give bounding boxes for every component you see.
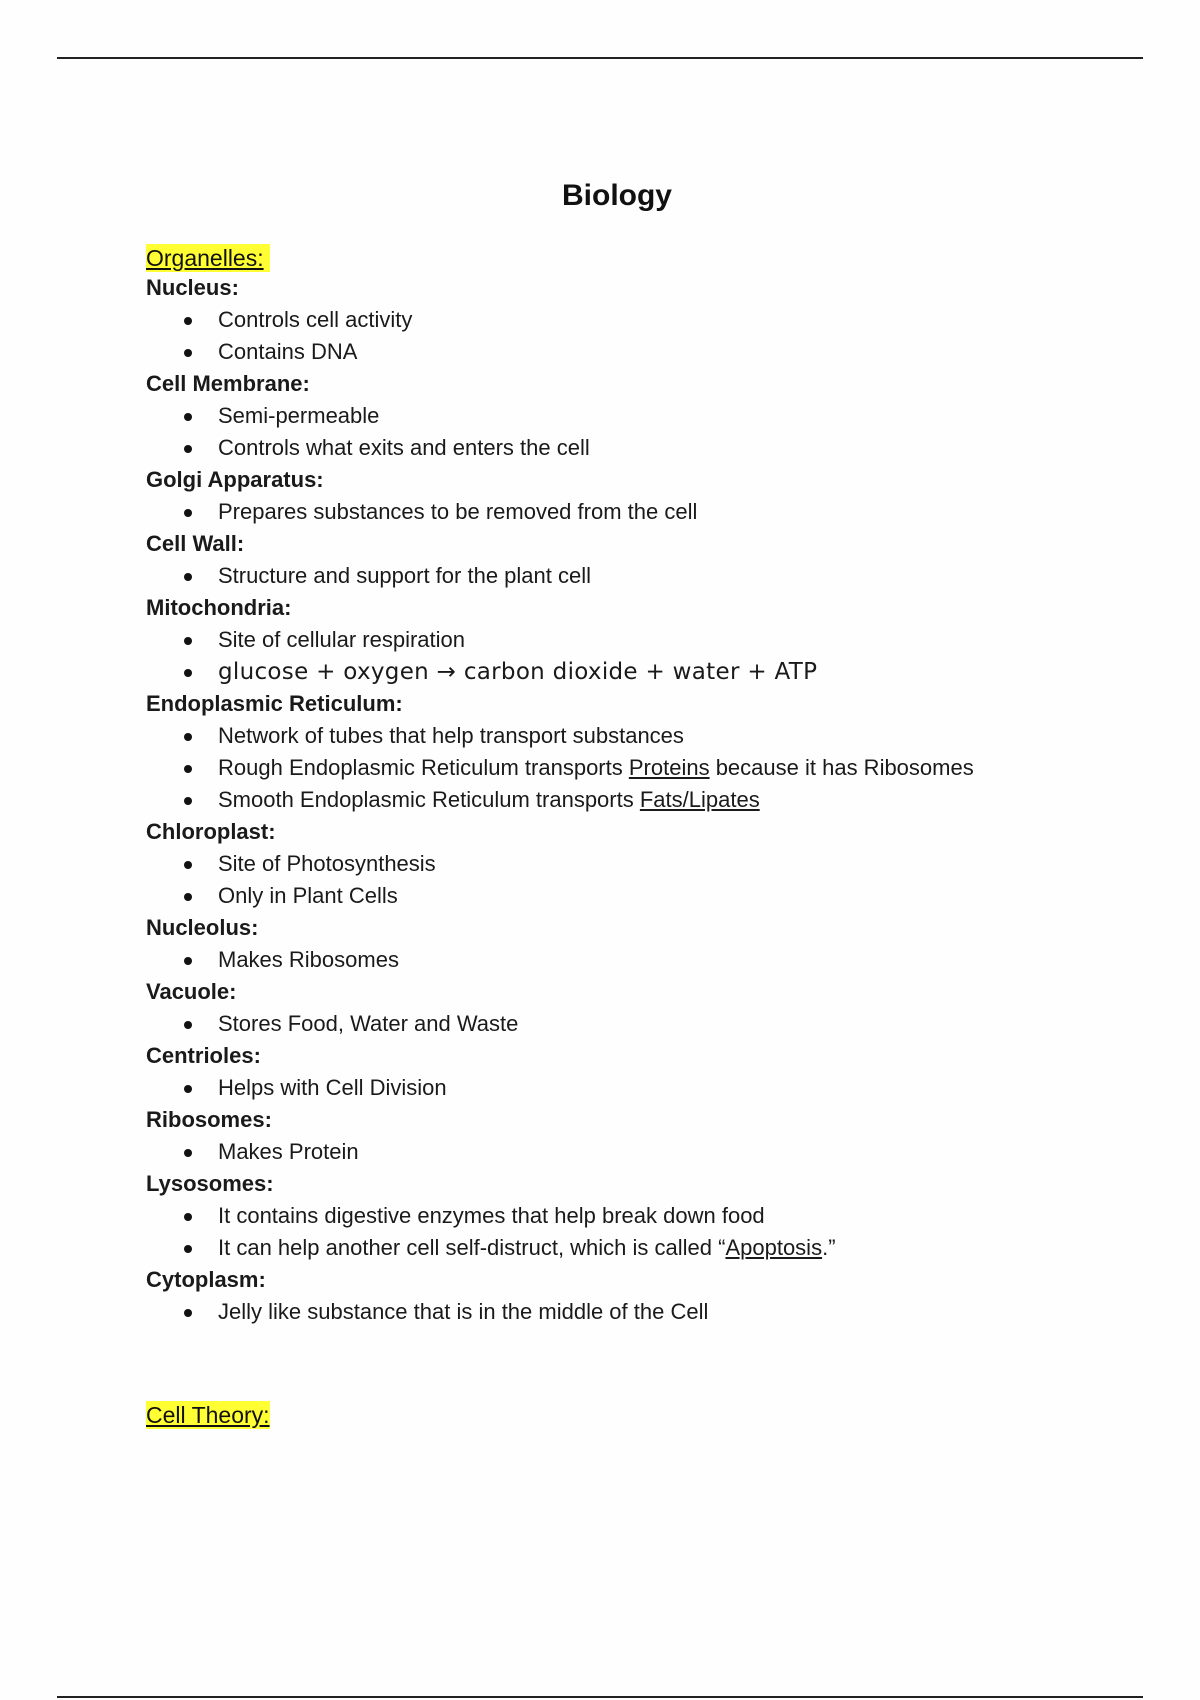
list-item	[146, 624, 1146, 656]
organelle-points	[146, 560, 1146, 592]
list-item	[146, 336, 1146, 368]
point-text: Jelly like substance that is in the middle of the Cell	[218, 1299, 709, 1324]
bullet-icon	[184, 1149, 192, 1157]
point-text: Makes Protein	[218, 1139, 359, 1164]
organelle-entry	[146, 368, 1146, 464]
organelle-name: Mitochondria:	[146, 595, 292, 620]
organelle-name: Ribosomes:	[146, 1107, 272, 1132]
bullet-icon	[184, 1309, 192, 1317]
point-text: glucose + oxygen → carbon dioxide + water + ATP	[218, 659, 818, 685]
organelle-points	[146, 720, 1146, 816]
underlined-term: Fats/Lipates	[639, 787, 760, 812]
organelle-points	[146, 1296, 1146, 1328]
point-text: Makes Ribosomes	[218, 947, 399, 972]
cell-theory-section	[146, 1401, 270, 1429]
organelle-name: Vacuole:	[146, 979, 237, 1004]
list-item	[146, 1008, 1146, 1040]
list-item	[146, 656, 1146, 688]
underlined-term: Apoptosis	[725, 1235, 823, 1260]
list-item	[146, 848, 1146, 880]
point-text: Contains DNA	[218, 339, 358, 364]
bullet-icon	[184, 861, 192, 869]
bullet-icon	[184, 637, 192, 645]
bullet-icon	[184, 413, 192, 421]
bullet-icon	[184, 349, 192, 357]
organelle-name: Chloroplast:	[146, 819, 276, 844]
list-item	[146, 784, 1146, 816]
point-text: Structure and support for the plant cell	[218, 563, 591, 588]
point-text: It contains digestive enzymes that help break down food	[218, 1203, 765, 1228]
point-text: Controls what exits and enters the cell	[218, 435, 590, 460]
list-item	[146, 496, 1146, 528]
list-item	[146, 720, 1146, 752]
organelle-points	[146, 1072, 1146, 1104]
organelle-entry	[146, 592, 1146, 688]
point-text: Site of cellular respiration	[218, 627, 466, 652]
point-text: Site of Photosynthesis	[218, 851, 436, 876]
point-text: Only in Plant Cells	[218, 883, 398, 908]
point-text: It can help another cell self-distruct, which is called “	[218, 1235, 726, 1260]
list-item	[146, 944, 1146, 976]
page-title: Biology	[562, 179, 672, 213]
organelle-points	[146, 400, 1146, 464]
bullet-icon	[184, 1213, 192, 1221]
list-item	[146, 752, 1146, 784]
organelle-entry	[146, 976, 1146, 1040]
organelle-name: Golgi Apparatus:	[146, 467, 324, 492]
organelle-entry	[146, 688, 1146, 816]
organelle-entry	[146, 912, 1146, 976]
bullet-icon	[184, 1085, 192, 1093]
footer-rule	[57, 1696, 1143, 1698]
point-text: Smooth Endoplasmic Reticulum transports	[218, 787, 640, 812]
organelles-heading: Organelles:	[146, 244, 270, 272]
organelle-name: Cytoplasm:	[146, 1267, 266, 1292]
list-item	[146, 1296, 1146, 1328]
organelle-entry	[146, 1040, 1146, 1104]
bullet-icon	[184, 957, 192, 965]
organelle-points	[146, 1200, 1146, 1264]
bullet-icon	[184, 797, 192, 805]
organelle-list	[146, 272, 1146, 1328]
point-text: because it has Ribosomes	[709, 755, 974, 780]
point-text: Stores Food, Water and Waste	[218, 1011, 519, 1036]
list-item	[146, 880, 1146, 912]
list-item	[146, 1136, 1146, 1168]
organelle-name: Nucleolus:	[146, 915, 259, 940]
list-item	[146, 1200, 1146, 1232]
organelle-points	[146, 944, 1146, 976]
cell-theory-heading: Cell Theory:	[146, 1402, 270, 1428]
organelle-name: Cell Membrane:	[146, 371, 310, 396]
header-rule	[57, 57, 1143, 59]
organelle-entry	[146, 464, 1146, 528]
list-item	[146, 1232, 1146, 1264]
organelle-entry	[146, 1264, 1146, 1328]
organelle-name: Nucleus:	[146, 275, 239, 300]
bullet-icon	[184, 573, 192, 581]
organelle-points	[146, 496, 1146, 528]
bullet-icon	[184, 509, 192, 517]
bullet-icon	[184, 893, 192, 901]
organelle-name: Centrioles:	[146, 1043, 261, 1068]
bullet-icon	[184, 733, 192, 741]
point-text: Helps with Cell Division	[218, 1075, 447, 1100]
organelle-points	[146, 304, 1146, 368]
point-text: Controls cell activity	[218, 307, 413, 332]
underlined-term: Proteins	[628, 755, 710, 780]
bullet-icon	[184, 765, 192, 773]
organelle-entry	[146, 528, 1146, 592]
organelle-entry	[146, 272, 1146, 368]
list-item	[146, 1072, 1146, 1104]
point-text: Semi-permeable	[218, 403, 380, 428]
list-item	[146, 432, 1146, 464]
organelle-name: Endoplasmic Reticulum:	[146, 691, 403, 716]
bullet-icon	[184, 317, 192, 325]
bullet-icon	[184, 1021, 192, 1029]
organelle-name: Lysosomes:	[146, 1171, 274, 1196]
list-item	[146, 304, 1146, 336]
point-text: Prepares substances to be removed from the cell	[218, 499, 698, 524]
organelle-points	[146, 848, 1146, 912]
organelle-points	[146, 1008, 1146, 1040]
organelle-entry	[146, 816, 1146, 912]
point-text: Network of tubes that help transport substances	[218, 723, 684, 748]
organelle-entry	[146, 1168, 1146, 1264]
point-text: .”	[822, 1235, 836, 1260]
bullet-icon	[184, 1245, 192, 1253]
organelle-points	[146, 1136, 1146, 1168]
organelles-section	[146, 244, 1146, 1328]
organelle-name: Cell Wall:	[146, 531, 245, 556]
organelle-points	[146, 624, 1146, 688]
list-item	[146, 400, 1146, 432]
bullet-icon	[184, 445, 192, 453]
bullet-icon	[184, 669, 192, 677]
list-item	[146, 560, 1146, 592]
organelle-entry	[146, 1104, 1146, 1168]
point-text: Rough Endoplasmic Reticulum transports	[218, 755, 629, 780]
